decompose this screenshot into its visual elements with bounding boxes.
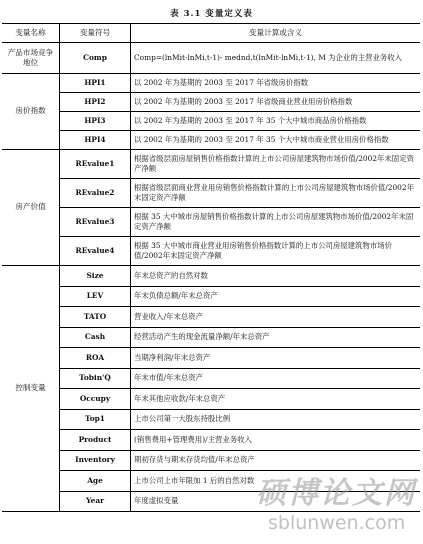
table-row — [2, 307, 420, 328]
group-label-control: 控制变量 — [2, 266, 60, 512]
group-label-competition: 产品市场竞争地位 — [2, 43, 60, 74]
table-header-row — [2, 24, 420, 43]
variable-definition: 根据 35 大中城市商业营业用房销售价格指数计算的上市公司房屋建筑物市场价值/2002年末固定资产净额 — [131, 237, 421, 266]
header-variable-symbol: 变量符号 — [60, 24, 131, 43]
table-row — [2, 179, 420, 208]
table-row — [2, 43, 420, 74]
variable-symbol: REvalue3 — [60, 208, 131, 237]
variable-symbol: Size — [60, 266, 131, 287]
group-label-house-value: 房产价值 — [2, 150, 60, 266]
watermark-logo-text: 硕博论文网 — [256, 476, 416, 511]
table-row — [2, 327, 420, 348]
table-row — [2, 131, 420, 150]
variable-symbol: Inventory — [60, 450, 131, 471]
table-row — [2, 348, 420, 369]
variable-definition: 以 2002 年为基期的 2003 至 2017 年省级商业营业用房价格指数 — [131, 93, 421, 112]
group-label-house-index: 房价指数 — [2, 74, 60, 150]
variable-definition: (销售费用+管理费用)/主营业务收入 — [131, 430, 421, 451]
table-row — [2, 286, 420, 307]
variable-definition: 年度虚拟变量 — [131, 491, 421, 512]
variable-definition: 年末市值/年末总资产 — [131, 368, 421, 389]
variable-symbol: REvalue1 — [60, 150, 131, 179]
table-row — [2, 430, 420, 451]
header-variable-definition: 变量计算或含义 — [131, 24, 421, 43]
variable-symbol: ROA — [60, 348, 131, 369]
variable-symbol: Product — [60, 430, 131, 451]
variable-symbol: Comp — [60, 43, 131, 74]
variable-symbol: HPI2 — [60, 93, 131, 112]
variable-definition: 以 2002 年为基期的 2003 至 2017 年 35 个大中城市商品房价格指数 — [131, 112, 421, 131]
table-row — [2, 368, 420, 389]
variable-definition: 上市公司上市年限加 1 后的自然对数 — [131, 471, 421, 492]
watermark-url: sblunwen.com — [268, 512, 406, 534]
table-row — [2, 208, 420, 237]
table-row — [2, 150, 420, 179]
variable-definition: 根据 35 大中城市房屋销售价格指数计算的上市公司房屋建筑物市场价值/2002年末固定资产净额 — [131, 208, 421, 237]
variable-definition: 期初存货与期末存货均值/年末总资产 — [131, 450, 421, 471]
variable-definition: 经营活动产生的现金流量净额/年末总资产 — [131, 327, 421, 348]
variable-symbol: HPI3 — [60, 112, 131, 131]
variable-symbol: HPI1 — [60, 74, 131, 93]
table-row — [2, 237, 420, 266]
variable-definition: 当期净利润/年末总资产 — [131, 348, 421, 369]
variable-definition: 年末总资产的自然对数 — [131, 266, 421, 287]
variable-definition: 上市公司第一大股东持股比例 — [131, 409, 421, 430]
table-row — [2, 74, 420, 93]
variable-definition-table — [2, 23, 420, 512]
variable-symbol: Top1 — [60, 409, 131, 430]
table-caption: 表 3.1 变量定义表 — [170, 9, 253, 19]
variable-symbol: Year — [60, 491, 131, 512]
variable-symbol: LEV — [60, 286, 131, 307]
header-variable-name: 变量名称 — [2, 24, 60, 43]
variable-symbol: Occupy — [60, 389, 131, 410]
variable-symbol: Tobin'Q — [60, 368, 131, 389]
variable-definition: 以 2002 年为基期的 2003 至 2017 年 35 个大中城市商业营业用房价格指数 — [131, 131, 421, 150]
variable-definition: Comp=(lnMit-lnMi,t-1)- mednd,t(lnMit-lnMi,t-1), M 为企业的主营业务收入 — [131, 43, 421, 74]
variable-definition: 以 2002 年为基期的 2003 至 2017 年省级房价指数 — [131, 74, 421, 93]
variable-definition: 年末其他应收款/年末总资产 — [131, 389, 421, 410]
table-row — [2, 93, 420, 112]
variable-definition: 营业收入/年末总资产 — [131, 307, 421, 328]
variable-symbol: REvalue2 — [60, 179, 131, 208]
variable-definition: 根据省级层面房屋销售价格指数计算的上市公司房屋建筑物市场价值/2002年末固定资产净额 — [131, 150, 421, 179]
variable-definition: 年末负债总额/年末总资产 — [131, 286, 421, 307]
table-row — [2, 389, 420, 410]
table-row — [2, 409, 420, 430]
table-row — [2, 112, 420, 131]
table-row — [2, 266, 420, 287]
variable-symbol: HPI4 — [60, 131, 131, 150]
variable-symbol: Cash — [60, 327, 131, 348]
variable-symbol: Age — [60, 471, 131, 492]
variable-symbol: REvalue4 — [60, 237, 131, 266]
variable-definition: 根据省级层面商业营业用房销售价格指数计算的上市公司房屋建筑物市场价值/2002年末固定资产净额 — [131, 179, 421, 208]
variable-symbol: TATO — [60, 307, 131, 328]
